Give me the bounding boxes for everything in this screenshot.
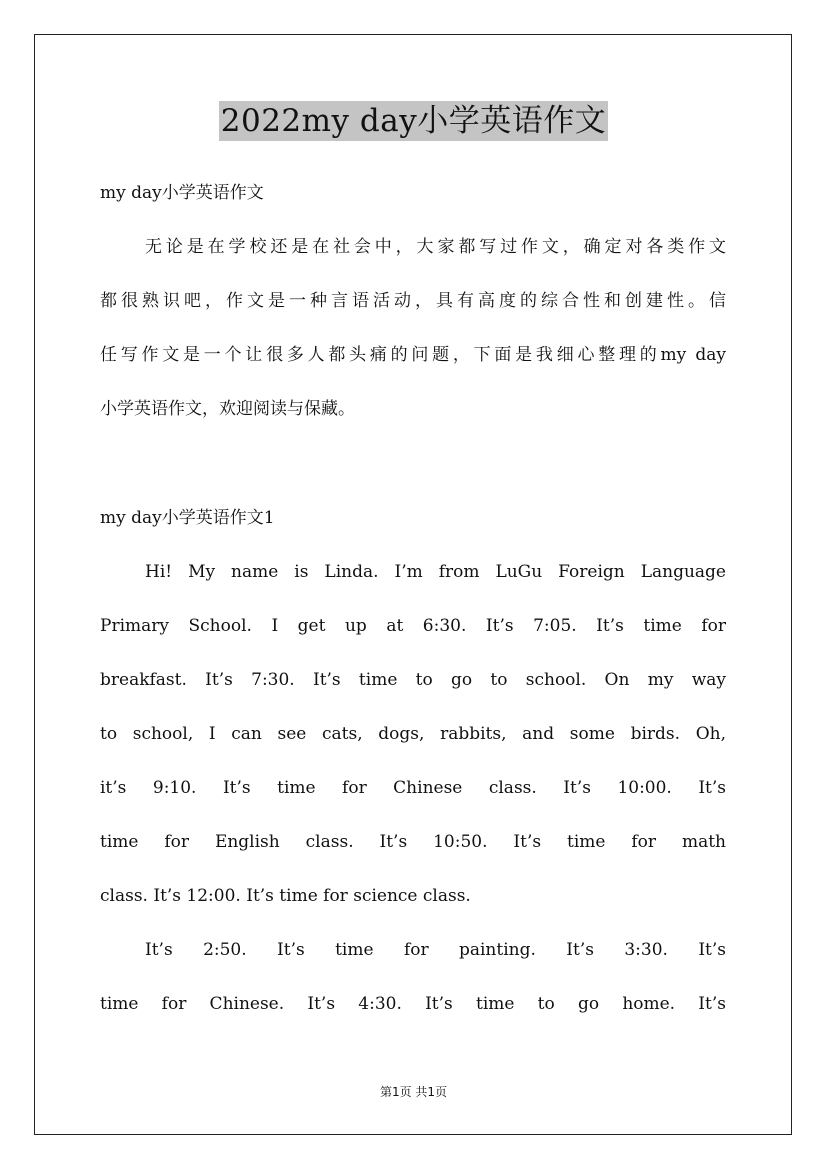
document-title: 2022my day小学英语作文 [220, 103, 607, 139]
title-container [0, 101, 827, 141]
para1-line-7: class. It’s 12:00. It’s time for science class. [100, 886, 471, 906]
intro-line-4: 小学英语作文，欢迎阅读与保藏。 [100, 399, 355, 419]
section-heading: my day小学英语作文1 [100, 508, 275, 528]
essay-paragraph-1 [100, 545, 726, 923]
para1-line-4: to school, I can see cats, dogs, rabbits, and some birds. Oh, [100, 724, 726, 744]
intro-line-2: 都很熟识吧，作文是一种言语活动，具有高度的综合性和创建性。信 [100, 291, 726, 311]
para1-line-6: time for English class. It’s 10:50. It’s time for math [100, 832, 726, 852]
intro-paragraph [100, 220, 726, 436]
para1-line-5: it’s 9:10. It’s time for Chinese class. It’s 10:00. It’s [100, 778, 726, 798]
document-subtitle: my day小学英语作文 [100, 183, 264, 203]
para1-line-2: Primary School. I get up at 6:30. It’s 7:05. It’s time for [100, 616, 726, 636]
intro-line-3: 任写作文是一个让很多人都头痛的问题，下面是我细心整理的my day [100, 345, 726, 365]
essay-paragraph-2 [100, 923, 726, 1031]
para2-line-2: time for Chinese. It’s 4:30. It’s time to go home. It’s [100, 994, 726, 1014]
para2-line-1: It’s 2:50. It’s time for painting. It’s 3:30. It’s [145, 940, 726, 960]
intro-line-1: 无论是在学校还是在社会中，大家都写过作文，确定对各类作文 [145, 237, 726, 257]
para1-line-1: Hi! My name is Linda. I’m from LuGu Foreign Language [145, 562, 726, 582]
para1-line-3: breakfast. It’s 7:30. It’s time to go to school. On my way [100, 670, 726, 690]
page-number-footer: 第1页 共1页 [379, 1085, 448, 1099]
